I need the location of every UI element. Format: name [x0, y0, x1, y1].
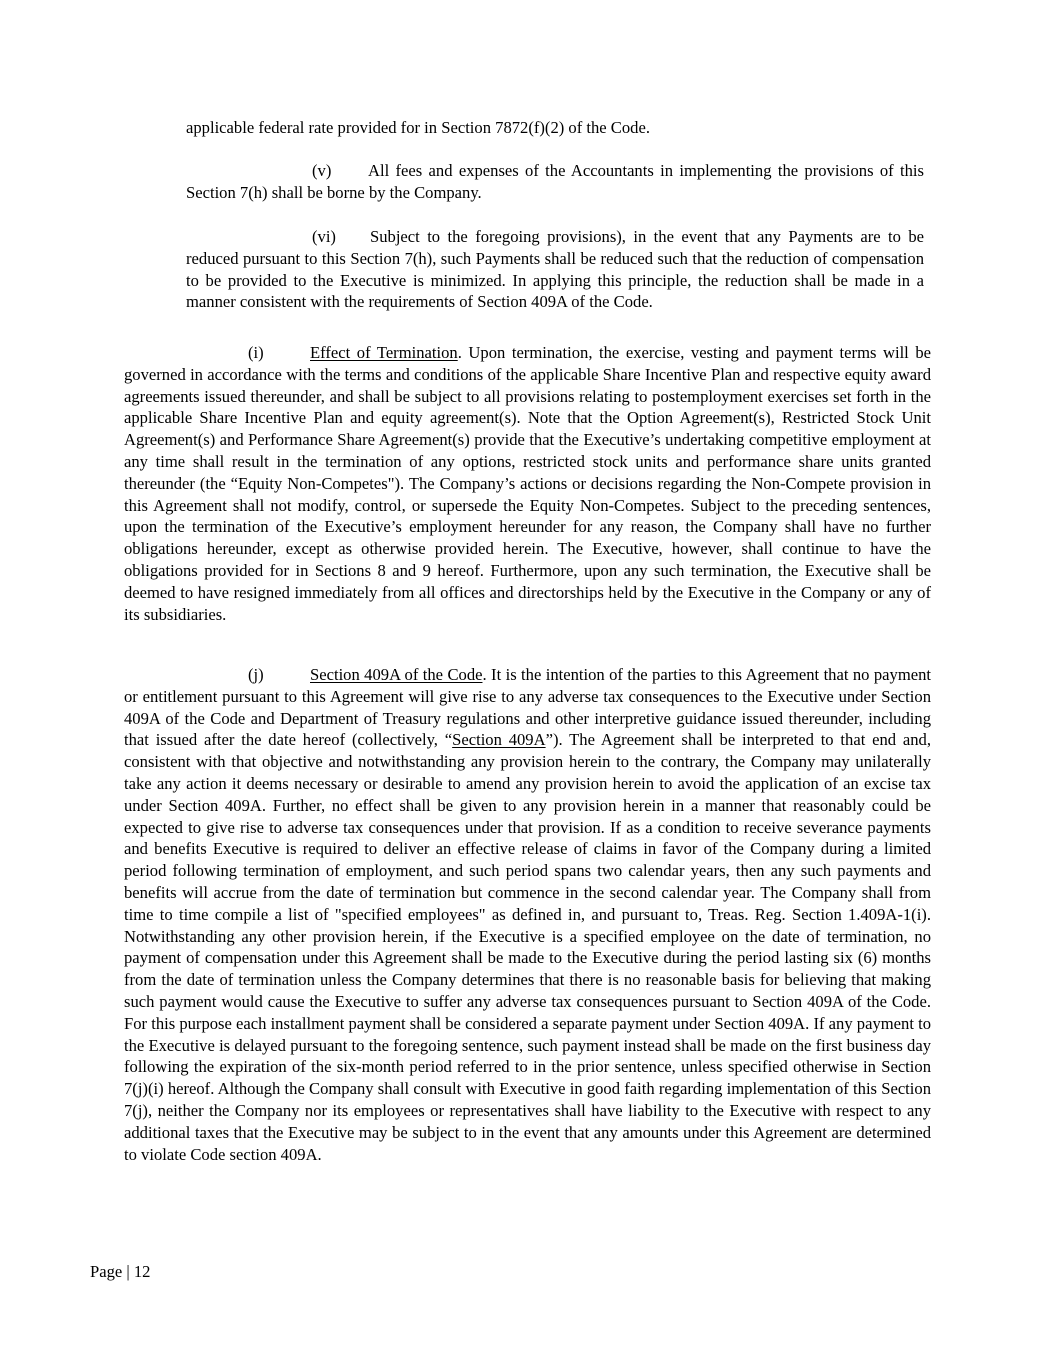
section-409a-defined-term: Section 409A: [452, 730, 546, 750]
paragraph-v-label: (v): [312, 161, 332, 180]
section-7j-text-a: . It is the intention of the parties to this Agreement that no payment or entitlement pursuant to this Agreement will give rise to any adverse tax consequences to the Executive under Section 409A of the Code and Department of Treasury regulations and other interpretive guidance issued thereunder, including that issued after the date hereof (collectively, “: [124, 665, 932, 750]
section-7i-heading: Effect of Termination: [310, 343, 458, 362]
section-7j-text-b: ”). The Agreement shall be interpreted to that end and, consistent with that objective and notwithstanding any provision herein to the contrary, the Company may unilaterally take any action it deems necessary or desirable to amend any provision herein to avoid the application of an excise tax under Section 409A. Further, no effect shall be given to any provision herein in a manner that reasonably could be expected to give rise to adverse tax consequences under that provision. If as a condition to receive severance payments and benefits Executive is required to deliver an effective release of claims in favor of the Company during a limited period following termination of employment, and such period spans two calendar years, then any such payments and benefits will accrue from the date of termination but commence in the second calendar year. The Company shall from time to time compile a list of "specified employees" as defined in, and pursuant to, Treas. Reg. Section 1.409A-1(i). Notwithstanding any other provision herein, if the Executive is a specified employee on the date of termination, no payment of compensation under this Agreement shall be made to the Executive during the period lasting six (6) months from the date of termination unless the Company determines that there is no reasonable basis for believing that making such payment would cause the Executive to suffer any adverse tax consequences pursuant to Section 409A of the Code. For this purpose each installment payment shall be considered a separate payment under Section 409A. If any payment to the Executive is delayed pursuant to the foregoing sentence, such payment instead shall be made on the first business day following the expiration of the six-month period referred to in the prior sentence, unless specified otherwise in Section 7(j)(i) hereof. Although the Company shall consult with Executive in good faith regarding implementation of this Section 7(j), neither the Company nor its employees or representatives shall have liability to the Executive with respect to any additional taxes that the Executive may be subject to in the event that any amounts under this Agreement are determined to violate Code section 409A.: [124, 730, 931, 1164]
paragraph-vi-label: (vi): [312, 227, 336, 246]
section-7i-paragraph: [124, 342, 931, 625]
page-number: Page | 12: [90, 1262, 151, 1281]
section-7i-text: . Upon termination, the exercise, vesting and payment terms will be governed in accordance with the terms and conditions of the applicable Share Incentive Plan and respective equity award agreements issued thereunder, and shall be subject to all provisions relating to postemployment exercises set forth in the applicable Share Incentive Plan and equity agreement(s). Note that the Option Agreement(s), Restricted Stock Unit Agreement(s) and Performance Share Agreement(s) provide that the Executive’s undertaking competitive employment at any time shall result in the termination of any options, restricted stock units and performance share units granted thereunder (the “Equity Non-Competes"). The Company’s actions or decisions regarding the Non-Compete provision in this Agreement shall not modify, control, or supersede the Equity Non-Competes. Subject to the preceding sentences, upon the termination of the Executive’s employment hereunder for any reason, the Company shall have no further obligations hereunder, except as otherwise provided herein. The Executive, however, shall continue to have the obligations provided for in Sections 8 and 9 hereof. Furthermore, upon any such termination, the Executive shall be deemed to have resigned immediately from all offices and directorships held by the Executive in the Company or any of its subsidiaries.: [124, 343, 931, 624]
paragraph-v: [186, 160, 924, 204]
page-footer: [90, 1261, 150, 1283]
paragraph-vi-text: Subject to the foregoing provisions), in the event that any Payments are to be reduced pursuant to this Section 7(h), such Payments shall be reduced such that the reduction of compensation to be provided to the Executive is minimized. In applying this principle, the reduction shall be made in a manner consistent with the requirements of Section 409A of the Code.: [186, 227, 924, 312]
section-7i-label: (i): [248, 343, 264, 362]
continuation-line: [186, 117, 924, 139]
paragraph-vi: [186, 226, 924, 313]
continuation-text: applicable federal rate provided for in Section 7872(f)(2) of the Code.: [186, 118, 650, 137]
section-7j-heading: Section 409A of the Code: [310, 665, 483, 684]
paragraph-v-text: All fees and expenses of the Accountants in implementing the provisions of this Section 7(h) shall be borne by the Company.: [186, 161, 924, 202]
section-7j-label: (j): [248, 665, 264, 684]
section-7j-paragraph: [124, 664, 931, 1165]
